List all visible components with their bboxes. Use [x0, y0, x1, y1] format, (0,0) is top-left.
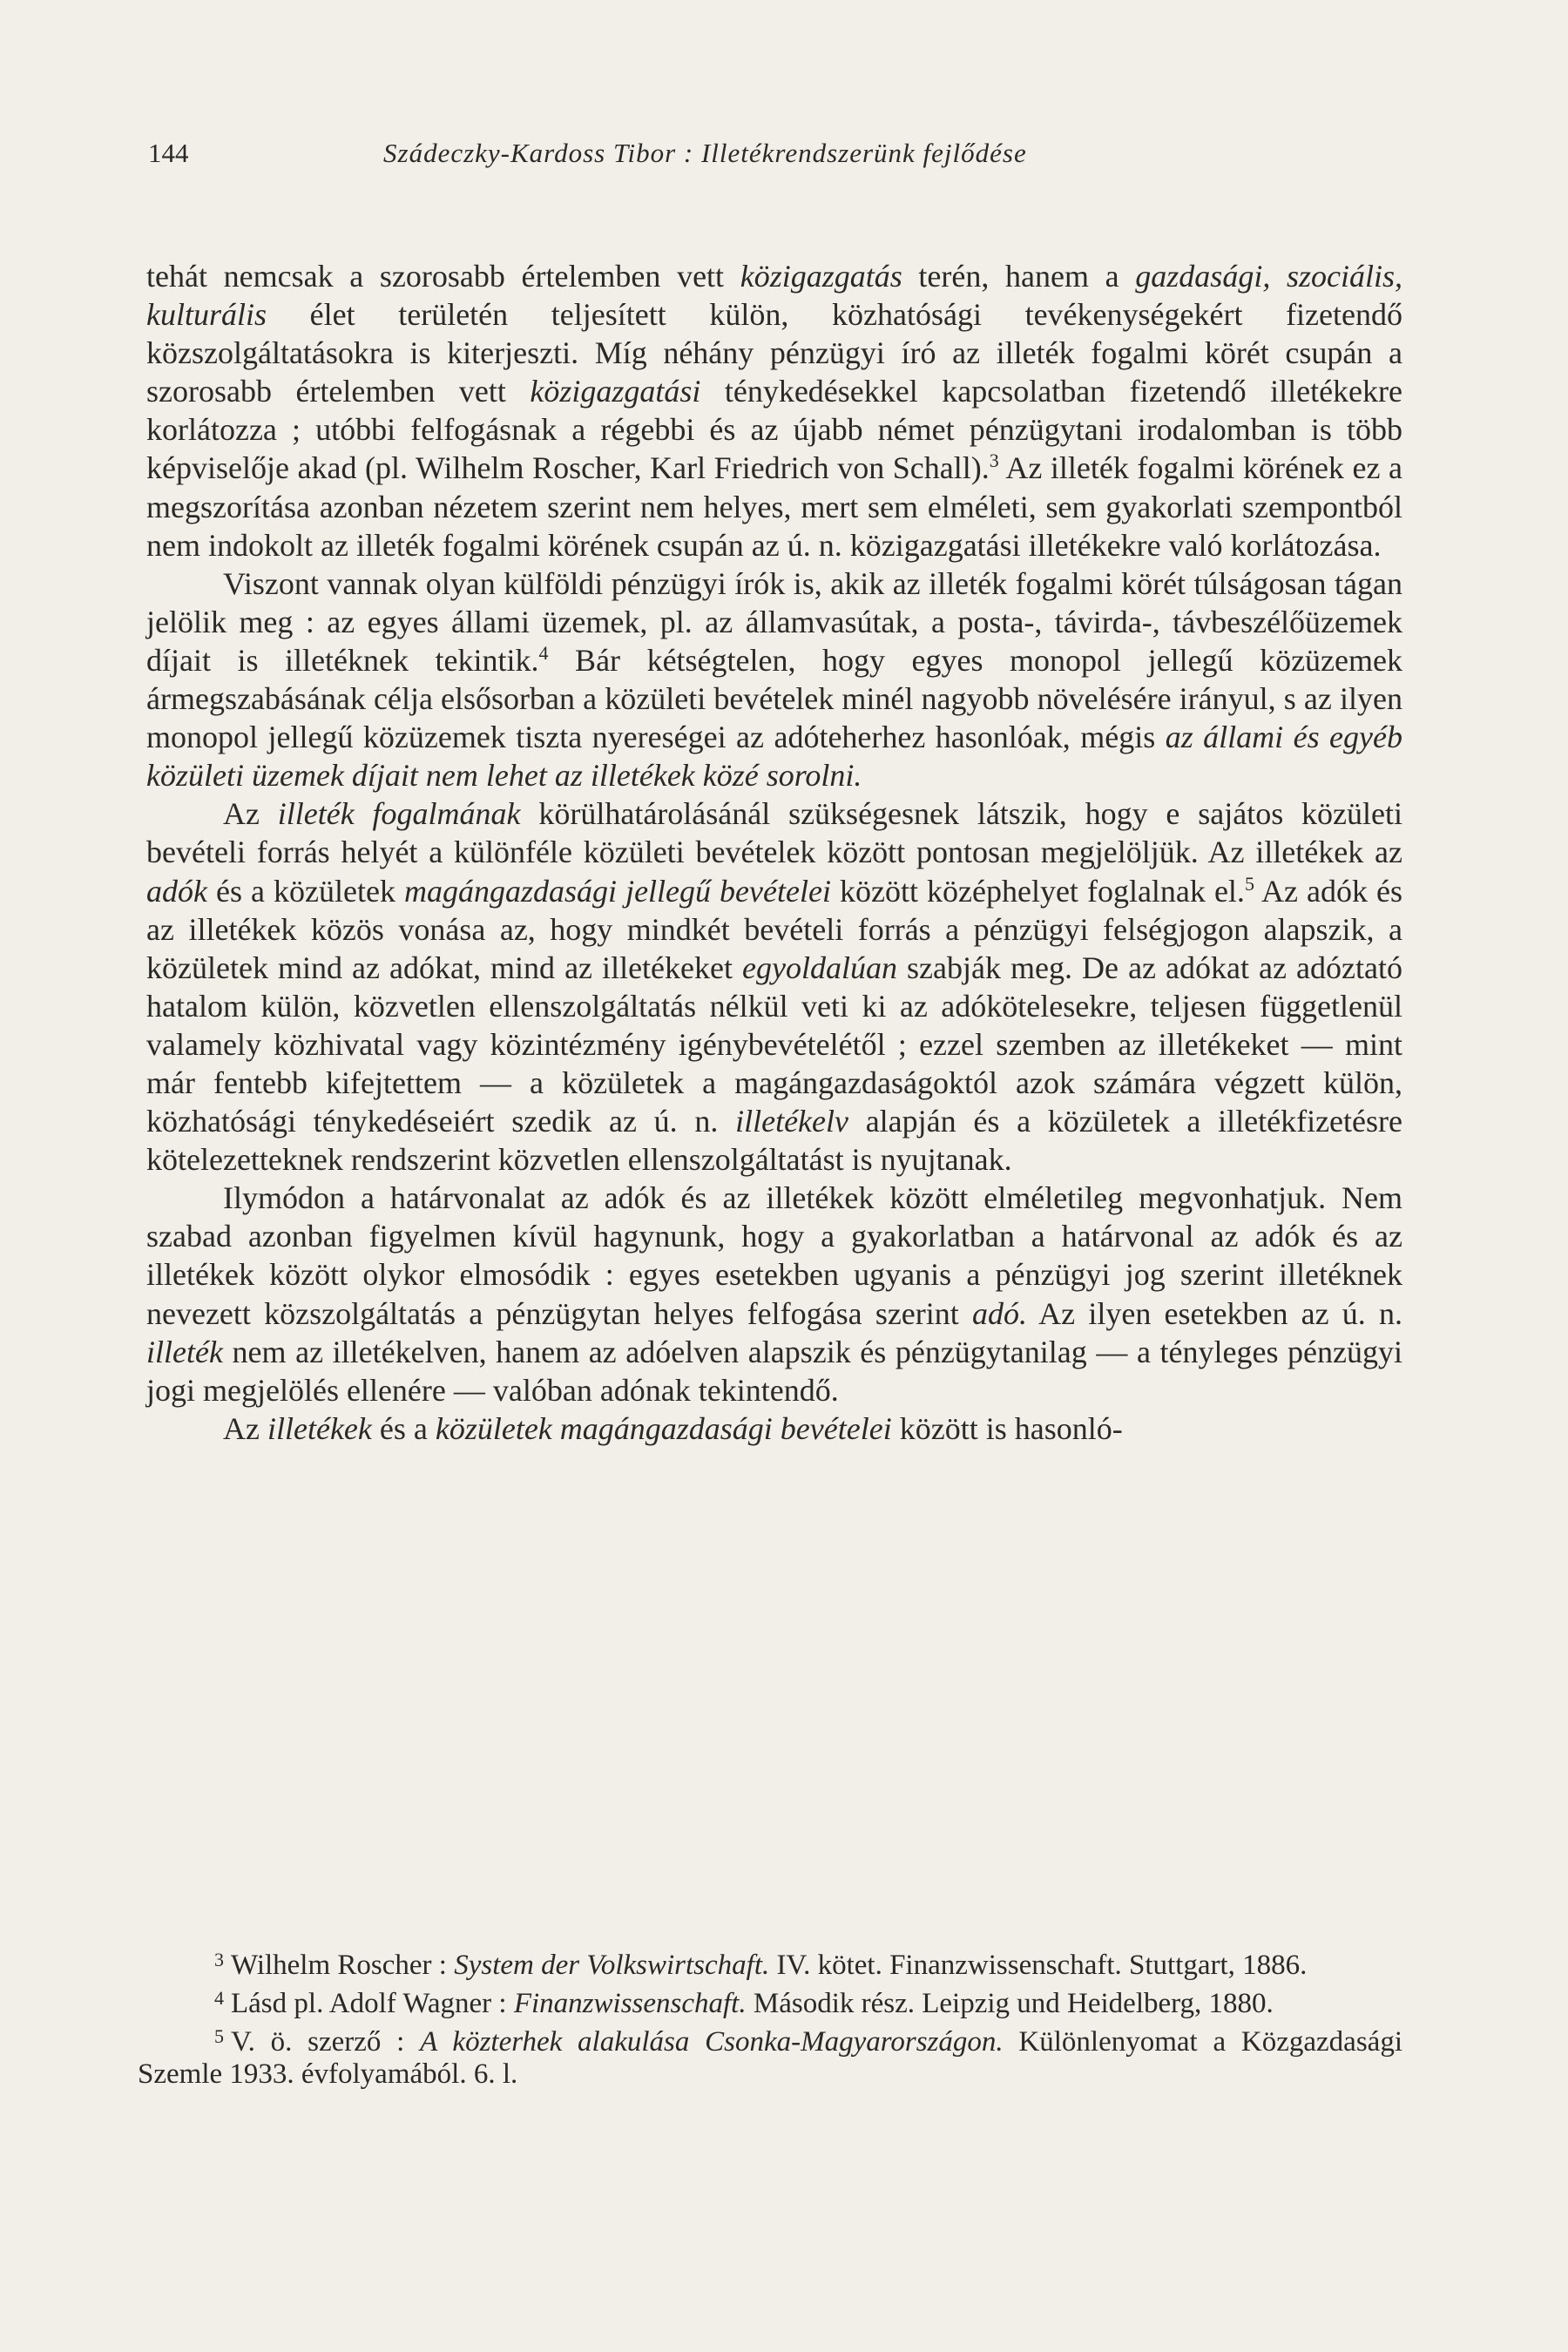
text-run: alapján és a közületek a illetékfizetésre kötelezetteknek rendszerint közvetlen ellenszolgáltatást is nyujtanak.	[146, 1104, 1402, 1178]
text-run: terén, hanem a	[902, 259, 1136, 294]
italic-run: gazdasági, szociális, kulturális	[146, 259, 1402, 333]
footnote-number: 4	[214, 1987, 224, 2009]
text-run: tehát nemcsak a szorosabb értelemben vett	[146, 259, 740, 294]
text-run: Lásd pl. Adolf Wagner :	[231, 1988, 514, 2019]
text-run: Különlenyomat a Közgazdasági Szemle 1933. évfolyamából. 6. l.	[138, 2026, 1402, 2090]
italic-run: System der Volkswirtschaft.	[454, 1950, 770, 1981]
text-run: szabják meg. De az adókat az adóztató hatalom külön, közvetlen ellenszolgáltatás nélkül veti ki az adókötelesekre, teljesen függetlenül valamely közhivatal vagy közintézmény igénybevételétől ; ezzel szemben az illetékeket — mint már fentebb kifejtettem — a közületek a magángazdaságoktól azok számára végzett külön, közhatósági ténykedéseiért szedik az ú. n.	[146, 950, 1402, 1139]
running-title: Szádeczky-Kardoss Tibor : Illetékrendszerünk fejlődése	[383, 138, 1027, 168]
text-run: Az ilyen esetekben az ú. n.	[1026, 1295, 1402, 1331]
italic-run: Finanzwissenschaft.	[513, 1988, 747, 2019]
text-run: Viszont vannak olyan külföldi pénzügyi írók is, akik az illeték fogalmi körét túlságosan tágan jelölik meg : az egyes állami üzemek, pl. az államvasútak, a posta-, távirda-, távbeszélőüzemek díjait is illetéknek tekintik.	[146, 565, 1402, 678]
italic-run: illetékelv	[735, 1104, 848, 1139]
body-text	[146, 257, 1402, 1448]
italic-run: az állami és egyéb közületi üzemek díjait nem lehet az illetékek közé sorolni.	[146, 720, 1402, 794]
italic-run: adók	[146, 873, 207, 909]
paragraph-5	[146, 1409, 1402, 1448]
page-number: 144	[148, 138, 189, 168]
footnote-number: 3	[214, 1949, 224, 1970]
text-run: Wilhelm Roscher :	[231, 1950, 455, 1981]
italic-run: adó.	[971, 1295, 1027, 1331]
italic-run: illeték	[146, 1334, 223, 1369]
footnote-ref-3: 3	[989, 449, 999, 472]
italic-run: közigazgatási	[530, 374, 701, 409]
italic-run: közületek magángazdasági bevételei	[435, 1410, 892, 1446]
paragraph-3	[146, 794, 1402, 1179]
paragraph-4	[146, 1179, 1402, 1409]
text-run: és a közületek	[206, 873, 405, 909]
italic-run: közigazgatás	[740, 259, 902, 294]
text-run: V. ö. szerző :	[231, 2026, 421, 2058]
text-run: között középhelyet foglalnak el.	[830, 873, 1245, 909]
footnote-number: 5	[214, 2025, 224, 2047]
text-run: között is hasonló-	[891, 1410, 1123, 1446]
footnote-ref-5: 5	[1244, 872, 1254, 895]
text-run: Az illeték fogalmi körének ez a megszorítása azonban nézetem szerint nem helyes, mert sem elméleti, sem gyakorlati szempontból nem indokolt az illeték fogalmi körének csupán az ú. n. közigazgatási illetékekre való korlátozása.	[146, 450, 1402, 563]
text-run: élet területén teljesített külön, közhatósági tevékenységekért fizetendő közszolgáltatásokra is kiterjeszti. Míg néhány pénzügyi író az illeték fogalmi körét csupán a szorosabb értelemben vett	[146, 297, 1402, 409]
text-run: nem az illetékelven, hanem az adóelven alapszik és pénzügytanilag — a tényleges pénzügyi jogi megjelölés ellenére — valóban adónak tekintendő.	[146, 1334, 1402, 1408]
footnote-4	[138, 1982, 1402, 2020]
footnote-5	[138, 2020, 1402, 2091]
text-run: Az adók és az illetékek közös vonása az, hogy mindkét bevételi forrás a pénzügyi felségjogon alapszik, a közületek mind az adókat, mind az illetékeket	[146, 873, 1402, 985]
text-run: Második rész. Leipzig und Heidelberg, 1880.	[746, 1988, 1274, 2019]
text-run: és a	[371, 1410, 436, 1446]
italic-run: magángazdasági jellegű bevételei	[404, 873, 831, 909]
italic-run: illeték fogalmának	[277, 796, 521, 832]
text-run: IV. kötet. Finanzwissenschaft. Stuttgart, 1886.	[769, 1950, 1308, 1981]
text-run: Az	[223, 796, 278, 832]
text-run: Az	[223, 1410, 267, 1446]
footnotes	[138, 1943, 1402, 2091]
text-run: Bár kétségtelen, hogy egyes monopol jellegű közüzemek ármegszabásának célja elsősorban a közületi bevételek minél nagyobb növelésére irányul, s az ilyen monopol jellegű közüzemek tiszta nyereségei az adóteherhez hasonlóak, mégis	[146, 642, 1402, 755]
paragraph-2	[146, 564, 1402, 795]
paragraph-1	[146, 257, 1402, 564]
text-run: ténykedésekkel kapcsolatban fizetendő illetékekre korlátozza ; utóbbi felfogásnak a régebbi és az újabb német pénzügytani irodalomban is több képviselője akad (pl. Wilhelm Roscher, Karl Friedrich von Schall).	[146, 374, 1403, 486]
footnote-ref-4: 4	[538, 641, 549, 664]
italic-run: illetékek	[267, 1410, 372, 1446]
page-header	[148, 138, 1411, 181]
italic-run: A közterhek alakulása Csonka-Magyarországon.	[420, 2026, 1004, 2058]
text-run: Ilymódon a határvonalat az adók és az illetékek között elméletileg megvonhatjuk. Nem szabad azonban figyelmen kívül hagynunk, hogy a gyakorlatban a határvonal az adók és az illetékek között olykor elmosódik : egyes esetekben ugyanis a pénzügyi jog szerint illetéknek nevezett közszolgáltatás a pénzügytan helyes felfogása szerint	[146, 1180, 1402, 1331]
text-run: körülhatárolásánál szükségesnek látszik, hogy e sajátos közületi bevételi forrás helyét a különféle közületi bevételek között pontosan megjelöljük. Az illetékek az	[146, 796, 1402, 870]
footnote-3	[138, 1943, 1402, 1982]
italic-run: egyoldalúan	[742, 950, 897, 985]
